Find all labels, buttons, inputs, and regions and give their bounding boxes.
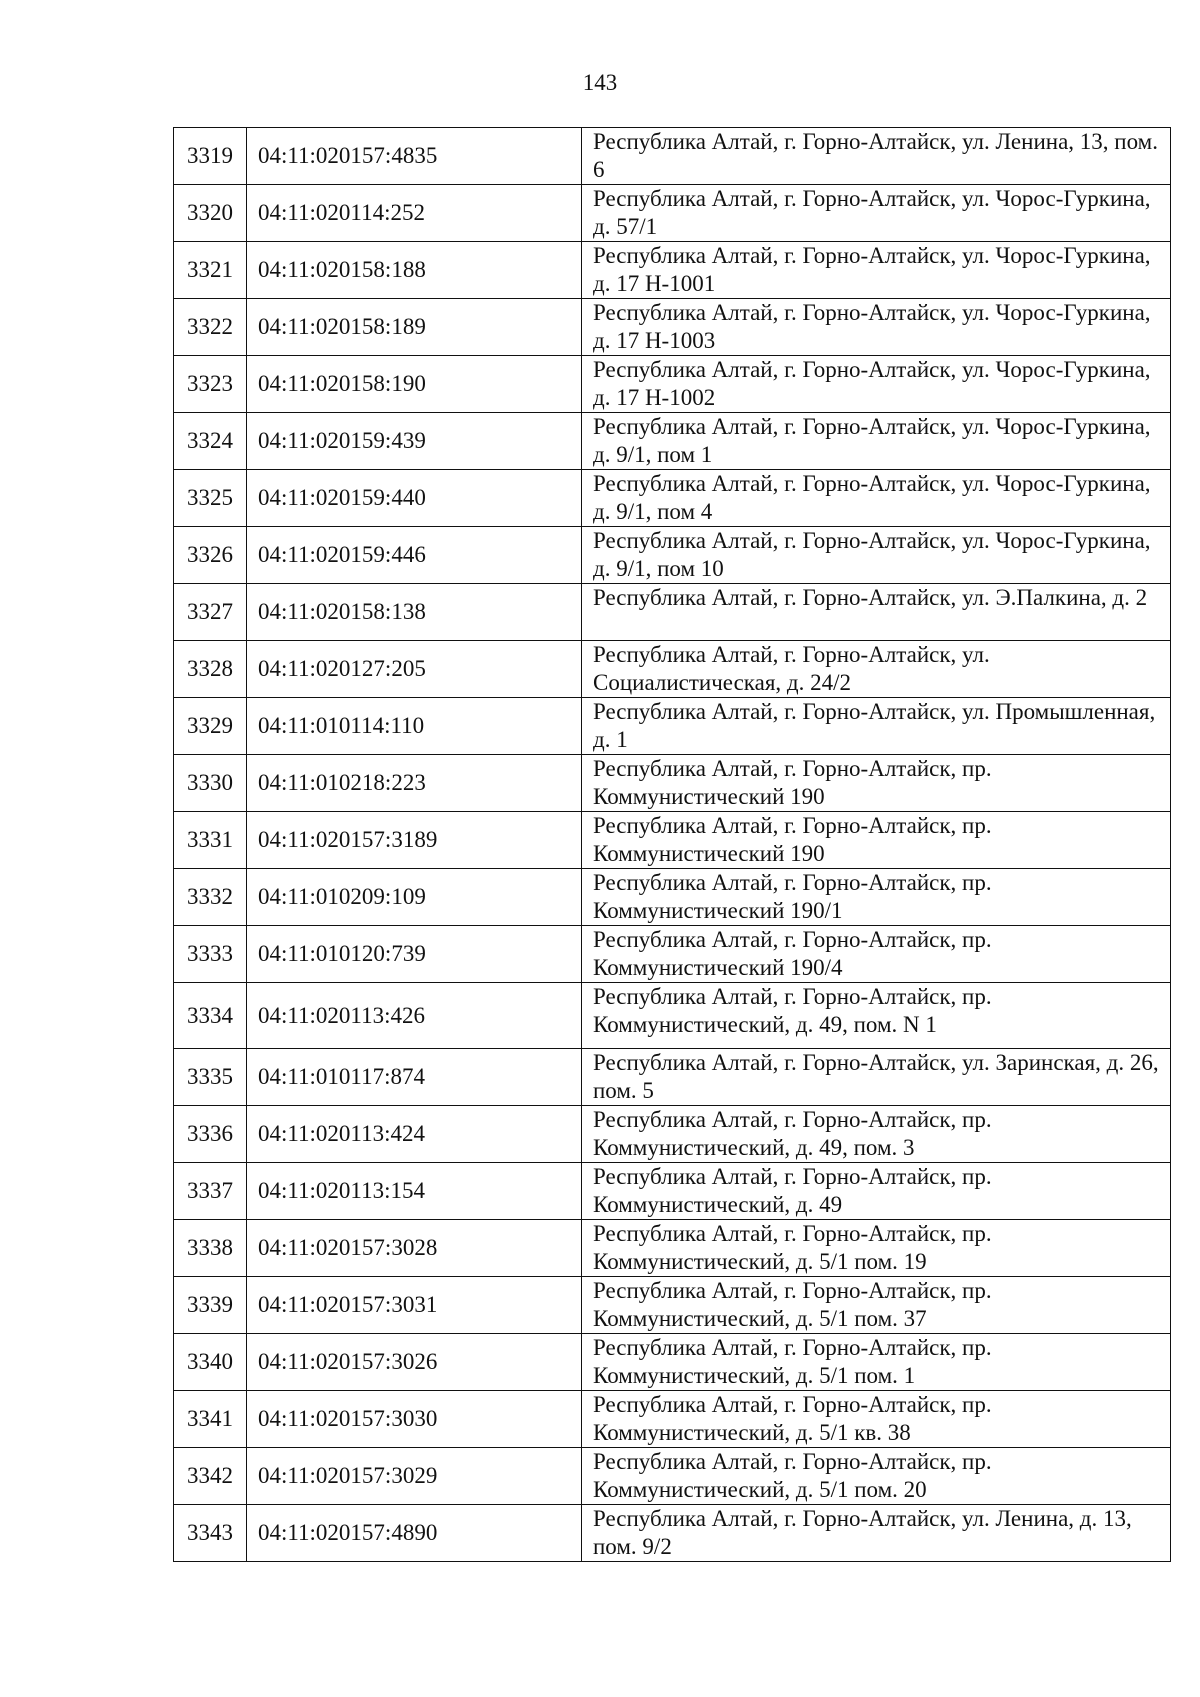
row-number-cell: 3335 <box>174 1049 247 1106</box>
row-number-cell: 3322 <box>174 299 247 356</box>
address-cell: Республика Алтай, г. Горно-Алтайск, ул. Социалистическая, д. 24/2 <box>582 641 1171 698</box>
address-cell: Республика Алтай, г. Горно-Алтайск, ул. Чорос-Гуркина, д. 57/1 <box>582 185 1171 242</box>
cadastral-number-cell: 04:11:020157:4835 <box>247 128 582 185</box>
address-cell: Республика Алтай, г. Горно-Алтайск, пр. Коммунистический, д. 5/1 пом. 20 <box>582 1448 1171 1505</box>
table-row <box>174 1277 1171 1334</box>
table-row <box>174 812 1171 869</box>
address-cell: Республика Алтай, г. Горно-Алтайск, ул. Чорос-Гуркина, д. 9/1, пом 4 <box>582 470 1171 527</box>
address-cell: Республика Алтай, г. Горно-Алтайск, пр. Коммунистический, д. 49 <box>582 1163 1171 1220</box>
table-row <box>174 413 1171 470</box>
row-number-cell: 3342 <box>174 1448 247 1505</box>
address-cell: Республика Алтай, г. Горно-Алтайск, ул. Чорос-Гуркина, д. 17 Н-1002 <box>582 356 1171 413</box>
table-row <box>174 470 1171 527</box>
row-number-cell: 3326 <box>174 527 247 584</box>
table-row <box>174 869 1171 926</box>
cadastral-number-cell: 04:11:020159:439 <box>247 413 582 470</box>
address-cell: Республика Алтай, г. Горно-Алтайск, ул. Чорос-Гуркина, д. 9/1, пом 1 <box>582 413 1171 470</box>
row-number-cell: 3321 <box>174 242 247 299</box>
cadastral-number-cell: 04:11:020113:424 <box>247 1106 582 1163</box>
table-row <box>174 983 1171 1049</box>
address-cell: Республика Алтай, г. Горно-Алтайск, пр. Коммунистический, д. 5/1 кв. 38 <box>582 1391 1171 1448</box>
address-cell: Республика Алтай, г. Горно-Алтайск, ул. Чорос-Гуркина, д. 9/1, пом 10 <box>582 527 1171 584</box>
address-cell: Республика Алтай, г. Горно-Алтайск, пр. Коммунистический, д. 5/1 пом. 1 <box>582 1334 1171 1391</box>
cadastral-number-cell: 04:11:010209:109 <box>247 869 582 926</box>
row-number-cell: 3339 <box>174 1277 247 1334</box>
table-row <box>174 299 1171 356</box>
table-row <box>174 356 1171 413</box>
address-cell: Республика Алтай, г. Горно-Алтайск, ул. Чорос-Гуркина, д. 17 Н-1003 <box>582 299 1171 356</box>
table-row <box>174 185 1171 242</box>
table-row <box>174 641 1171 698</box>
row-number-cell: 3330 <box>174 755 247 812</box>
address-cell: Республика Алтай, г. Горно-Алтайск, пр. Коммунистический, д. 49, пом. 3 <box>582 1106 1171 1163</box>
cadastral-number-cell: 04:11:010114:110 <box>247 698 582 755</box>
registry-table-body <box>174 128 1171 1562</box>
address-cell: Республика Алтай, г. Горно-Алтайск, ул. Ленина, д. 13, пом. 9/2 <box>582 1505 1171 1562</box>
table-row <box>174 1106 1171 1163</box>
row-number-cell: 3331 <box>174 812 247 869</box>
table-row <box>174 755 1171 812</box>
row-number-cell: 3336 <box>174 1106 247 1163</box>
cadastral-number-cell: 04:11:010117:874 <box>247 1049 582 1106</box>
address-cell: Республика Алтай, г. Горно-Алтайск, пр. Коммунистический, д. 49, пом. N 1 <box>582 983 1171 1049</box>
table-row <box>174 1334 1171 1391</box>
cadastral-number-cell: 04:11:020157:3031 <box>247 1277 582 1334</box>
row-number-cell: 3328 <box>174 641 247 698</box>
property-registry-table <box>173 127 1171 1562</box>
cadastral-number-cell: 04:11:020158:138 <box>247 584 582 641</box>
row-number-cell: 3320 <box>174 185 247 242</box>
cadastral-number-cell: 04:11:010120:739 <box>247 926 582 983</box>
cadastral-number-cell: 04:11:010218:223 <box>247 755 582 812</box>
row-number-cell: 3337 <box>174 1163 247 1220</box>
table-row <box>174 527 1171 584</box>
table-row <box>174 1049 1171 1106</box>
cadastral-number-cell: 04:11:020157:3026 <box>247 1334 582 1391</box>
row-number-cell: 3332 <box>174 869 247 926</box>
cadastral-number-cell: 04:11:020159:440 <box>247 470 582 527</box>
cadastral-number-cell: 04:11:020113:426 <box>247 983 582 1049</box>
cadastral-number-cell: 04:11:020159:446 <box>247 527 582 584</box>
address-cell: Республика Алтай, г. Горно-Алтайск, пр. Коммунистический 190/1 <box>582 869 1171 926</box>
table-row <box>174 584 1171 641</box>
row-number-cell: 3327 <box>174 584 247 641</box>
address-cell: Республика Алтай, г. Горно-Алтайск, ул. Чорос-Гуркина, д. 17 Н-1001 <box>582 242 1171 299</box>
cadastral-number-cell: 04:11:020114:252 <box>247 185 582 242</box>
cadastral-number-cell: 04:11:020158:189 <box>247 299 582 356</box>
table-row <box>174 128 1171 185</box>
cadastral-number-cell: 04:11:020158:190 <box>247 356 582 413</box>
cadastral-number-cell: 04:11:020158:188 <box>247 242 582 299</box>
table-row <box>174 1505 1171 1562</box>
cadastral-number-cell: 04:11:020157:4890 <box>247 1505 582 1562</box>
table-row <box>174 1220 1171 1277</box>
row-number-cell: 3329 <box>174 698 247 755</box>
table-row <box>174 242 1171 299</box>
table-row <box>174 1163 1171 1220</box>
address-cell: Республика Алтай, г. Горно-Алтайск, пр. Коммунистический 190/4 <box>582 926 1171 983</box>
page-number: 143 <box>582 70 618 95</box>
cadastral-number-cell: 04:11:020157:3030 <box>247 1391 582 1448</box>
address-cell: Республика Алтай, г. Горно-Алтайск, ул. Промышленная, д. 1 <box>582 698 1171 755</box>
address-cell: Республика Алтай, г. Горно-Алтайск, ул. Э.Палкина, д. 2 <box>582 584 1171 641</box>
row-number-cell: 3334 <box>174 983 247 1049</box>
row-number-cell: 3324 <box>174 413 247 470</box>
cadastral-number-cell: 04:11:020157:3029 <box>247 1448 582 1505</box>
cadastral-number-cell: 04:11:020127:205 <box>247 641 582 698</box>
address-cell: Республика Алтай, г. Горно-Алтайск, пр. Коммунистический 190 <box>582 812 1171 869</box>
address-cell: Республика Алтай, г. Горно-Алтайск, пр. Коммунистический, д. 5/1 пом. 19 <box>582 1220 1171 1277</box>
table-row <box>174 926 1171 983</box>
cadastral-number-cell: 04:11:020113:154 <box>247 1163 582 1220</box>
address-cell: Республика Алтай, г. Горно-Алтайск, ул. Ленина, 13, пом. 6 <box>582 128 1171 185</box>
row-number-cell: 3343 <box>174 1505 247 1562</box>
table-row <box>174 698 1171 755</box>
address-cell: Республика Алтай, г. Горно-Алтайск, пр. Коммунистический, д. 5/1 пом. 37 <box>582 1277 1171 1334</box>
row-number-cell: 3333 <box>174 926 247 983</box>
table-row <box>174 1448 1171 1505</box>
address-cell: Республика Алтай, г. Горно-Алтайск, ул. Заринская, д. 26, пом. 5 <box>582 1049 1171 1106</box>
cadastral-number-cell: 04:11:020157:3189 <box>247 812 582 869</box>
row-number-cell: 3341 <box>174 1391 247 1448</box>
row-number-cell: 3325 <box>174 470 247 527</box>
row-number-cell: 3340 <box>174 1334 247 1391</box>
cadastral-number-cell: 04:11:020157:3028 <box>247 1220 582 1277</box>
row-number-cell: 3338 <box>174 1220 247 1277</box>
row-number-cell: 3323 <box>174 356 247 413</box>
row-number-cell: 3319 <box>174 128 247 185</box>
address-cell: Республика Алтай, г. Горно-Алтайск, пр. Коммунистический 190 <box>582 755 1171 812</box>
table-row <box>174 1391 1171 1448</box>
